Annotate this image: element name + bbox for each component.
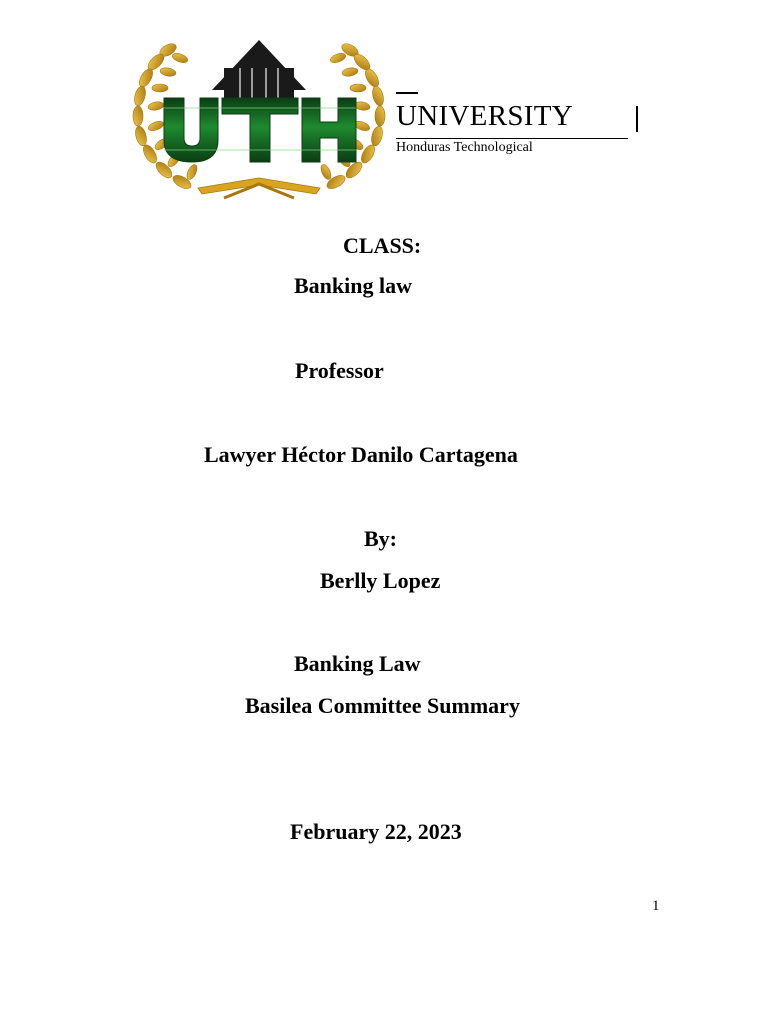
document-date: February 22, 2023 (290, 819, 462, 844)
topic-title: Basilea Committee Summary (245, 693, 520, 718)
page-number: 1 (652, 898, 660, 914)
university-wordmark (392, 92, 642, 162)
professor-heading: Professor (295, 358, 384, 383)
university-seal-logo (128, 38, 390, 202)
wordmark-title: UNIVERSITY (396, 100, 573, 132)
by-heading: By: (364, 526, 397, 551)
wordmark-subtitle: Honduras Technological (396, 140, 533, 155)
class-name: Banking law (294, 273, 412, 298)
wordmark-top-bar (396, 92, 418, 94)
author-name: Berlly Lopez (320, 568, 441, 593)
wordmark-divider (636, 106, 638, 132)
subject-title: Banking Law (294, 651, 421, 676)
class-heading: CLASS: (343, 233, 422, 258)
wordmark-rule (396, 138, 628, 139)
professor-name: Lawyer Héctor Danilo Cartagena (204, 442, 518, 467)
